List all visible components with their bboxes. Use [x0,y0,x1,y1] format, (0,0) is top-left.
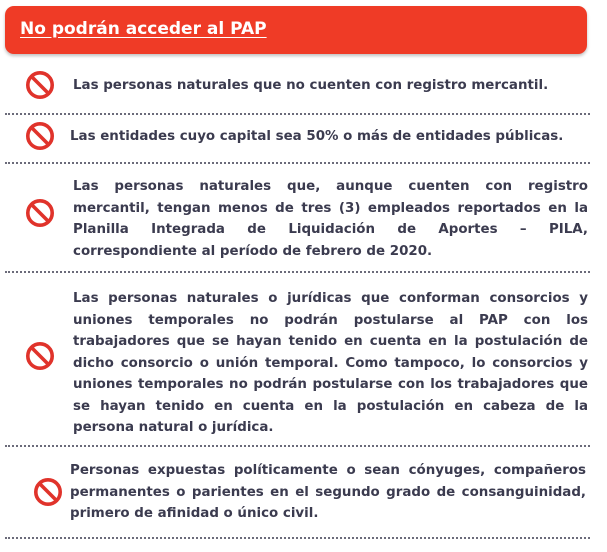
prohibited-icon [25,198,55,228]
restriction-item-2: Las entidades cuyo capital sea 50% o más de entidades públicas. [70,129,564,144]
prohibited-icon [25,70,55,100]
header-title: No podrán acceder al PAP [20,19,267,39]
restriction-item-3: Las personas naturales que, aunque cuenten con registro mercantil, tengan menos de tres (3) empleados reportados en la Planilla Integrada de Liquidación de Aportes – PILA, correspondiente al período de febrero de 2020. [73,179,588,259]
restriction-item-5: Personas expuestas políticamente o sean cónyuges, compañeros permanentes o parientes en el segundo grado de consanguinidad, primero de afinidad o único civil. [70,463,586,521]
divider [5,271,590,273]
header-banner [5,6,587,54]
divider [5,537,590,539]
prohibited-icon [25,121,55,151]
prohibited-icon [33,477,63,507]
restriction-item-1: Las personas naturales que no cuenten con registro mercantil. [73,78,549,93]
restriction-item-4: Las personas naturales o jurídicas que conforman consorcios y uniones temporales no podrán postularse al PAP con los trabajadores que se hayan tenido en cuenta en la postulación de dicho consorcio o unión temporal. Como tampoco, lo consorcios y uniones temporales no podrán postularse con los trabajadores que se hayan tenido en cuenta en la postulación en cabeza de la persona natural o jurídica. [73,291,588,435]
divider [5,113,590,115]
divider [5,445,590,447]
prohibited-icon [25,341,55,371]
divider [5,162,590,164]
